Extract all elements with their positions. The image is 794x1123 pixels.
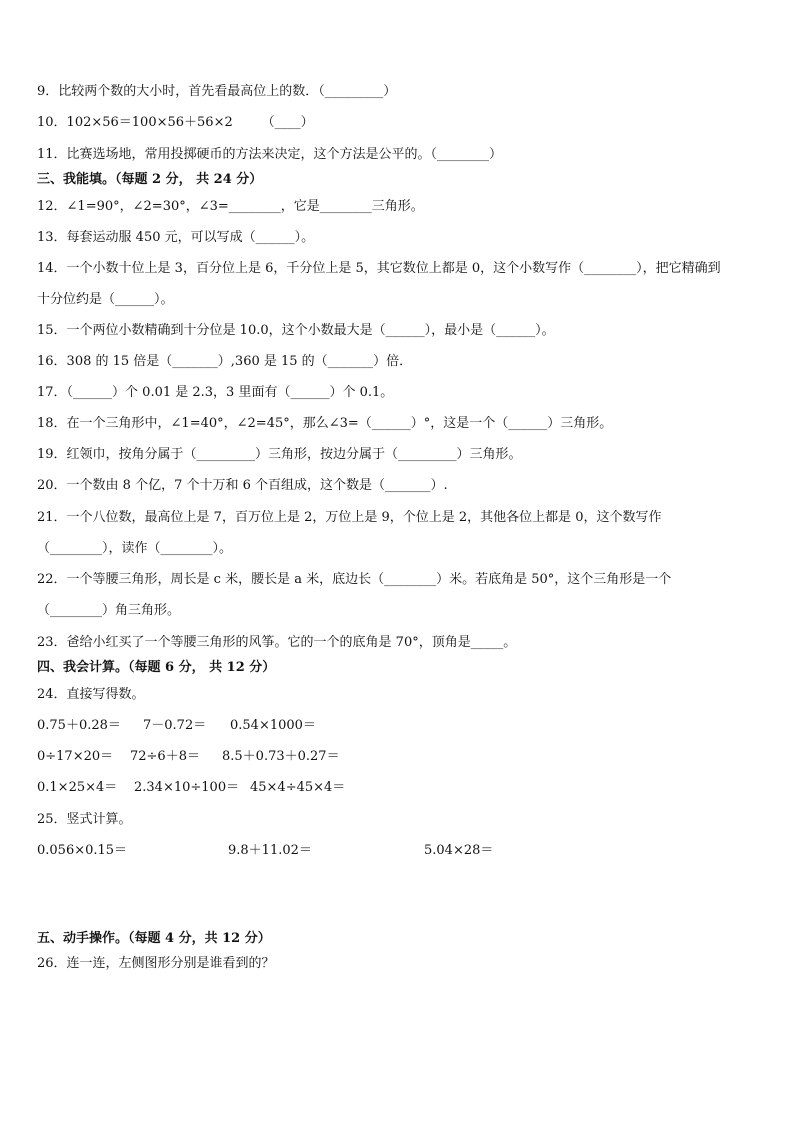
question-25: 25．竖式计算。 [37,812,132,827]
calc-9: 45×4÷45×4＝ [250,780,346,795]
question-19: 19．红领巾，按角分属于（_________）三角形，按边分属于（_________）三角形。 [37,447,522,462]
question-22-line1: 22．一个等腰三角形，周长是 c 米，腰长是 a 米，底边长（________）米。若底角是 50°，这个三角形是一个 [37,572,672,587]
calc-1: 0.75＋0.28＝ [37,718,121,733]
question-24: 24．直接写得数。 [37,687,145,702]
question-12: 12．∠1=90°，∠2=30°，∠3=________，它是________三角形。 [37,199,424,214]
calc-4: 0÷17×20＝ [37,749,114,764]
question-16: 16．308 的 15 倍是（_______）,360 是 15 的（_______）倍． [37,354,413,369]
question-17: 17．（______）个 0.01 是 2.3，3 里面有（______）个 0.1。 [37,385,394,400]
question-9: 9．比较两个数的大小时，首先看最高位上的数．（_________） [37,84,397,99]
question-10: 10．102×56＝100×56＋56×2 （____） [37,115,314,130]
section-3-heading: 三、我能填。（每题 2 分， 共 24 分） [37,172,263,187]
question-15: 15．一个两位小数精确到十分位是 10.0，这个小数最大是（______），最小是（______）。 [37,323,555,338]
question-14-line2: 十分位约是（______）。 [37,292,174,307]
question-18: 18．在一个三角形中，∠1=40°，∠2=45°，那么∠3=（______）°，这是一个（______）三角形。 [37,416,613,431]
question-14-line1: 14．一个小数十位上是 3，百分位上是 6，千分位上是 5，其它数位上都是 0，这个小数写作（________），把它精确到 [37,261,721,276]
vertical-calc-3: 5.04×28＝ [424,843,494,858]
calc-3: 0.54×1000＝ [230,718,316,733]
calc-6: 8.5＋0.73＋0.27＝ [222,749,340,764]
question-22-line2: （________）角三角形。 [37,603,181,618]
question-11: 11．比赛选场地，常用投掷硬币的方法来决定，这个方法是公平的。（________） [37,147,503,162]
question-20: 20．一个数由 8 个亿，7 个十万和 6 个百组成，这个数是（_______）. [37,478,448,493]
calc-8: 2.34×10÷100＝ [134,780,240,795]
vertical-calc-1: 0.056×0.15＝ [37,843,128,858]
question-13: 13．每套运动服 450 元，可以写成（______）。 [37,230,315,245]
calc-5: 72÷6＋8＝ [130,749,200,764]
question-23: 23．爸给小红买了一个等腰三角形的风筝。它的一个的底角是 70°，顶角是_____。 [37,635,517,650]
question-21-line1: 21．一个八位数，最高位上是 7，百万位上是 2，万位上是 9，个位上是 2，其他各位上都是 0，这个数写作 [37,510,662,525]
vertical-calc-2: 9.8＋11.02＝ [228,843,312,858]
section-4-heading: 四、我会计算。（每题 6 分， 共 12 分） [37,660,276,675]
question-21-line2: （________），读作（________）。 [37,541,233,556]
section-5-heading: 五、动手操作。（每题 4 分，共 12 分） [37,931,271,946]
calc-2: 7－0.72＝ [143,718,207,733]
question-26: 26．连一连，左侧图形分别是谁看到的？ [37,956,275,971]
calc-7: 0.1×25×4＝ [37,780,118,795]
